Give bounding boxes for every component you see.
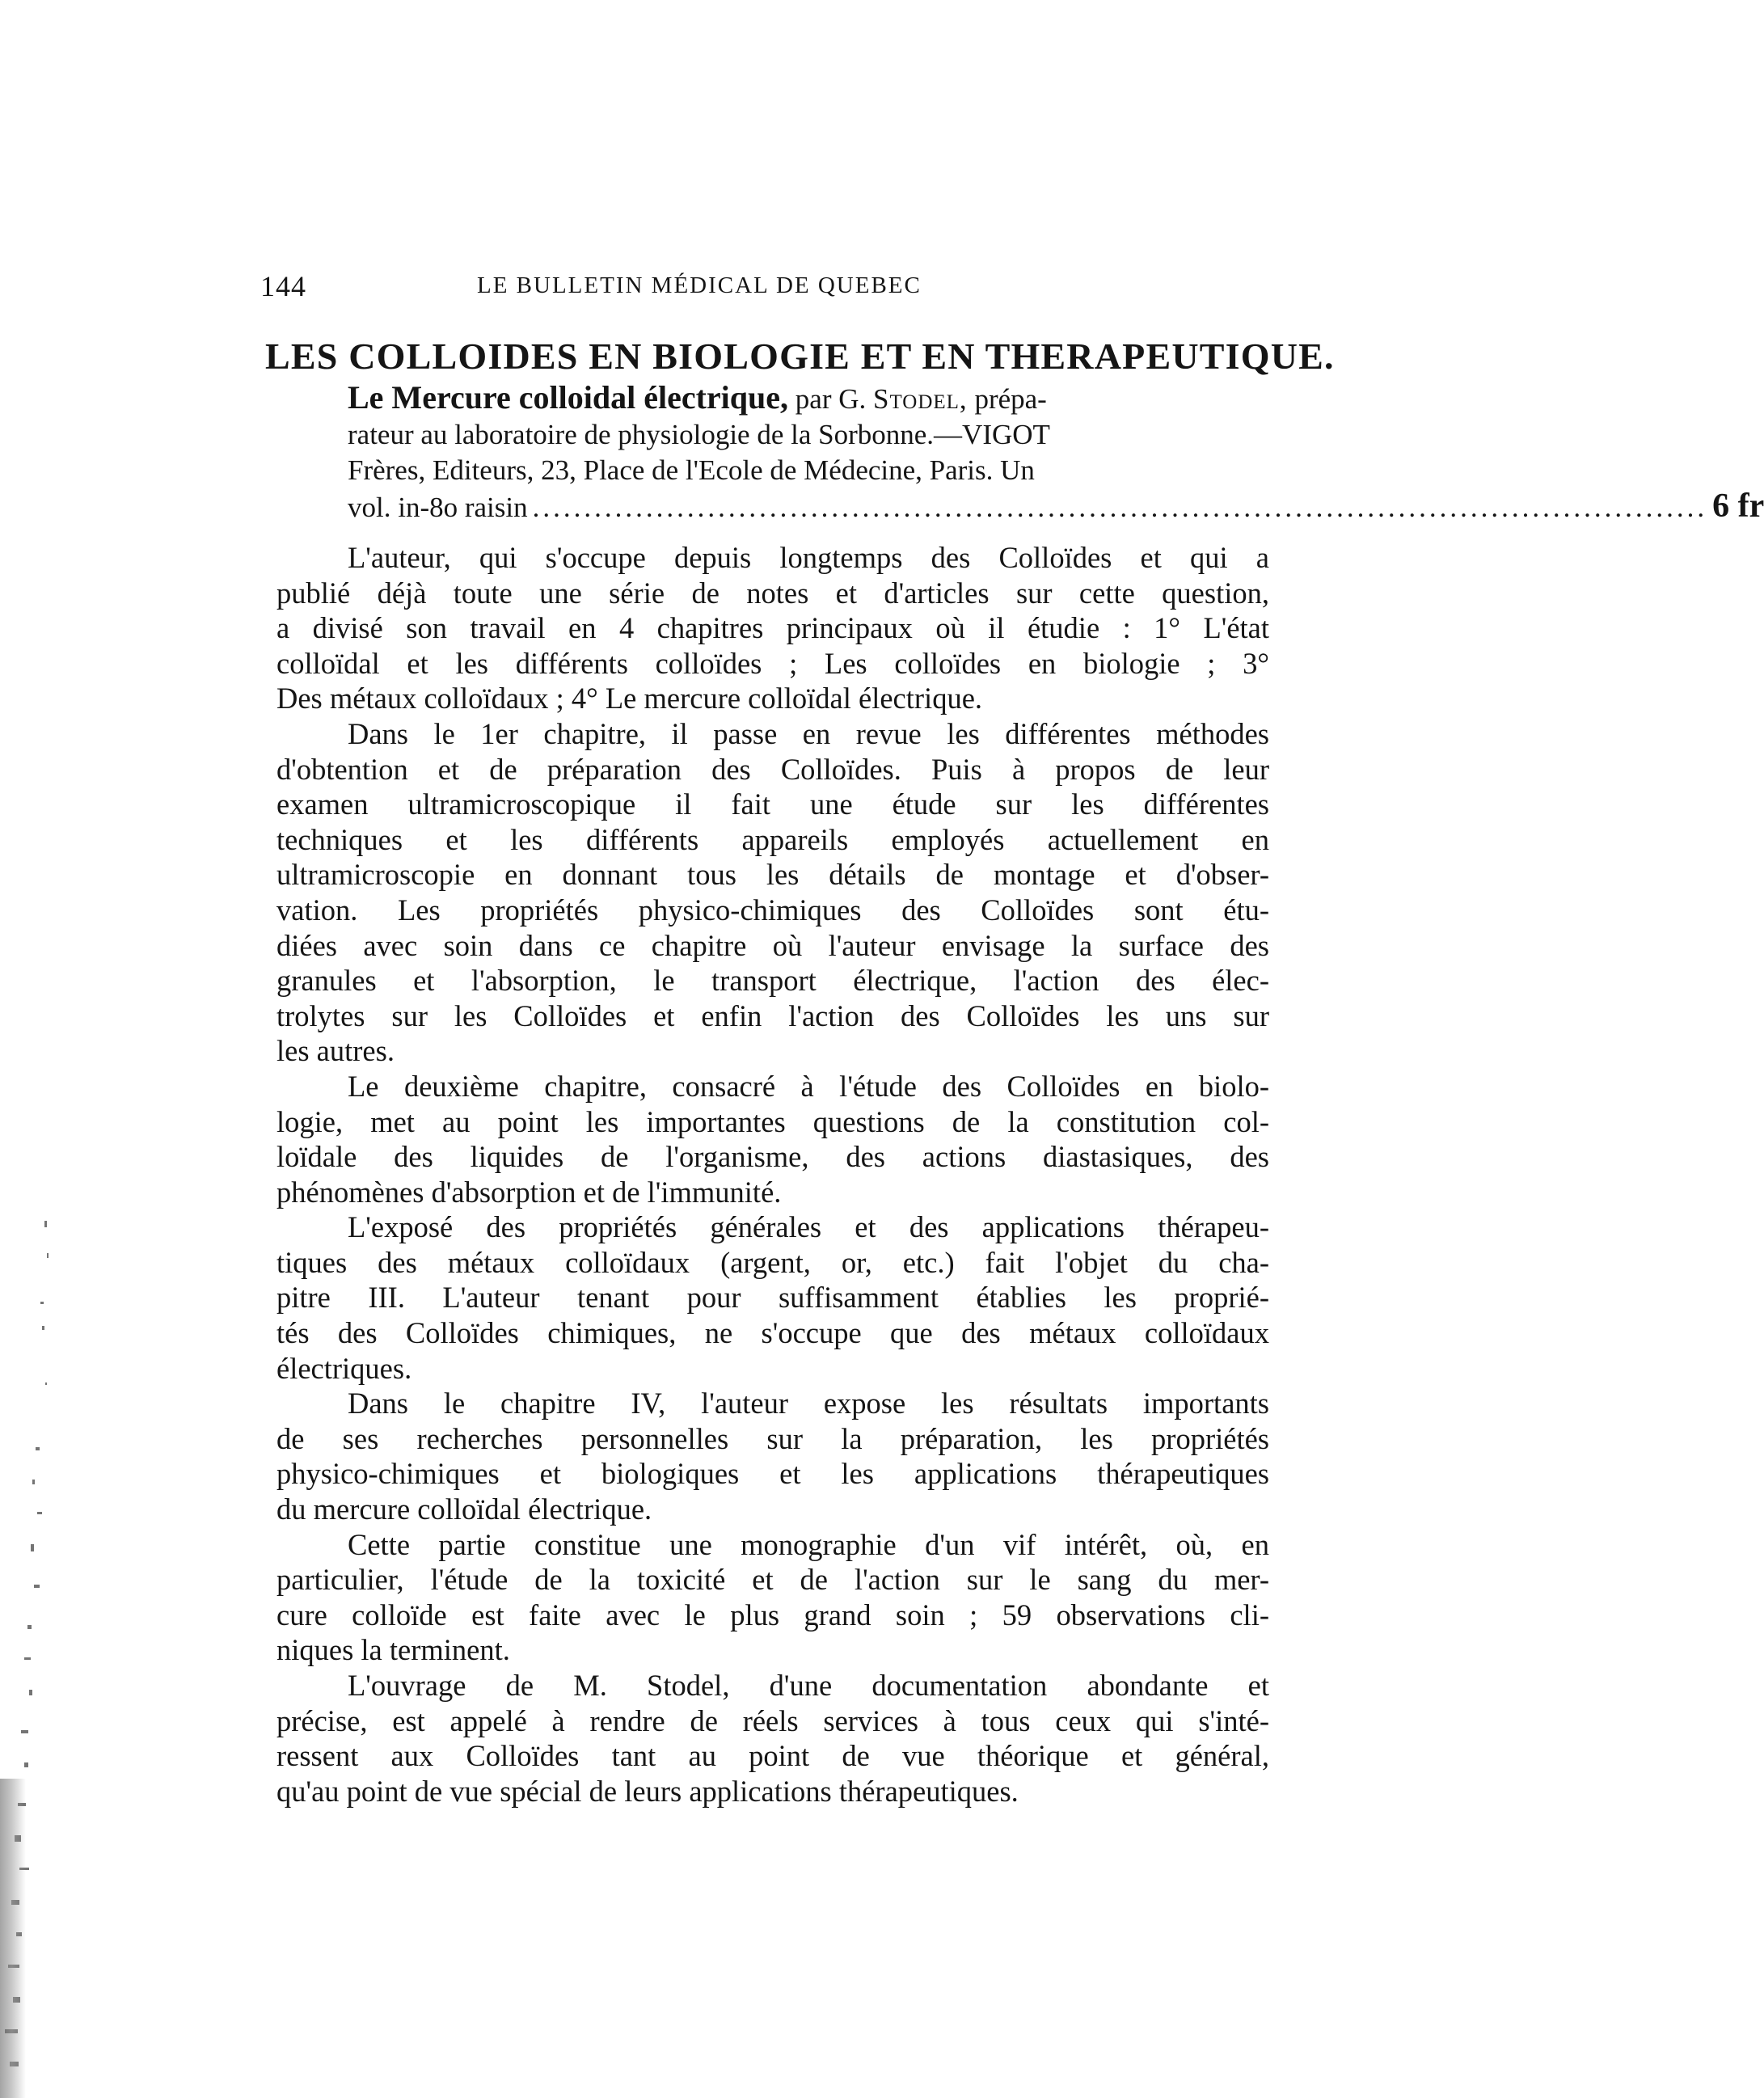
dot-leader: .................................................................................................................. [532, 492, 1708, 523]
text-line: cure colloïde est faite avec le plus grand soin ; 59 observations cli- [276, 1598, 1269, 1632]
citation-line: rateur au laboratoire de physiologie de la Sorbonne.—VIGOT [348, 419, 1050, 450]
text-line: physico-chimiques et biologiques et les applications thérapeutiques [276, 1457, 1269, 1491]
text-line: du mercure colloïdal électrique. [276, 1492, 652, 1526]
citation-format: vol. in-8o raisin [348, 492, 528, 523]
text-line: qu'au point de vue spécial de leurs applications thérapeutiques. [276, 1774, 1019, 1808]
citation-price-line [348, 488, 1764, 526]
text-line: vation. Les propriétés physico-chimiques des Colloïdes sont étu- [276, 893, 1269, 927]
text-line: phénomènes d'absorption et de l'immunité. [276, 1175, 782, 1209]
review-paragraph [276, 1069, 1269, 1209]
text-line: Des métaux colloïdaux ; 4° Le mercure colloïdal électrique. [276, 682, 983, 716]
text-line: niques la terminent. [276, 1633, 510, 1667]
citation-continuation: prépa- [974, 383, 1047, 415]
text-line: tés des Colloïdes chimiques, ne s'occupe que des métaux colloïdaux [276, 1316, 1269, 1350]
text-line: logie, met au point les importantes questions de la constitution col- [276, 1104, 1269, 1138]
book-citation [348, 379, 1764, 526]
journal-title: LE BULLETIN MÉDICAL DE QUEBEC [477, 272, 922, 298]
text-line: examen ultramicroscopique il fait une étude sur les différentes [276, 787, 1269, 821]
text-line: tiques des métaux colloïdaux (argent, or, etc.) fait l'objet du cha- [276, 1245, 1269, 1279]
text-line: Dans le 1er chapitre, il passe en revue les différentes méthodes [348, 716, 1269, 750]
review-heading: LES COLLOIDES EN BIOLOGIE ET EN THERAPEUTIQUE. [265, 336, 1335, 377]
review-paragraph [276, 1386, 1269, 1526]
review-body [276, 540, 1269, 1809]
text-line: colloïdal et les différents colloïdes ; Les colloïdes en biologie ; 3° [276, 646, 1269, 680]
text-line: trolytes sur les Colloïdes et enfin l'action des Colloïdes les uns sur [276, 998, 1269, 1032]
book-price: 6 fr [1712, 488, 1764, 525]
page-number: 144 [260, 270, 306, 302]
citation-by: par G. [795, 383, 867, 415]
text-line: L'exposé des propriétés générales et des applications thérapeu- [348, 1210, 1269, 1244]
review-paragraph [276, 1209, 1269, 1386]
text-line: publié déjà toute une série de notes et d'articles sur cette question, [276, 576, 1269, 610]
review-paragraph [276, 716, 1269, 1069]
text-line: Cette partie constitue une monographie d'un vif intérêt, où, en [348, 1527, 1269, 1561]
running-head [260, 269, 1044, 308]
text-line: loïdale des liquides de l'organisme, des actions diastasiques, des [276, 1140, 1269, 1174]
text-line: Le deuxième chapitre, consacré à l'étude des Colloïdes en biolo- [348, 1069, 1269, 1103]
text-line: ultramicroscopie en donnant tous les détails de montage et d'obser- [276, 858, 1269, 892]
text-line: granules et l'absorption, le transport électrique, l'action des élec- [276, 964, 1269, 998]
text-line: L'ouvrage de M. Stodel, d'une documentation abondante et [348, 1669, 1269, 1702]
text-line: pitre III. L'auteur tenant pour suffisamment établies les proprié- [276, 1281, 1269, 1315]
text-line: diées avec soin dans ce chapitre où l'auteur envisage la surface des [276, 928, 1269, 962]
text-line: précise, est appelé à rendre de réels services à tous ceux qui s'inté- [276, 1703, 1269, 1737]
review-paragraph [276, 1668, 1269, 1809]
text-line: particulier, l'étude de la toxicité et de l'action sur le sang du mer- [276, 1563, 1269, 1597]
text-line: de ses recherches personnelles sur la préparation, les propriétés [276, 1421, 1269, 1455]
citation-line: Frères, Editeurs, 23, Place de l'Ecole de Médecine, Paris. Un [348, 454, 1035, 486]
review-paragraph [276, 540, 1269, 716]
text-line: d'obtention et de préparation des Colloïdes. Puis à propos de leur [276, 752, 1269, 786]
text-line: Dans le chapitre IV, l'auteur expose les résultats importants [348, 1387, 1269, 1420]
text-line: ressent aux Colloïdes tant au point de vue théorique et général, [276, 1739, 1269, 1773]
text-line: L'auteur, qui s'occupe depuis longtemps des Colloïdes et qui a [348, 541, 1269, 574]
scan-edge-shadow [0, 1779, 26, 2098]
text-line: les autres. [276, 1034, 395, 1068]
text-line: a divisé son travail en 4 chapitres principaux où il étudie : 1° L'état [276, 611, 1269, 645]
text-line: techniques et les différents appareils employés actuellement en [276, 822, 1269, 856]
citation-line [348, 380, 1271, 417]
review-paragraph [276, 1527, 1269, 1668]
book-title: Le Mercure colloidal électrique, [348, 379, 789, 416]
book-author: Stodel, [873, 383, 968, 415]
text-line: électriques. [276, 1351, 412, 1385]
